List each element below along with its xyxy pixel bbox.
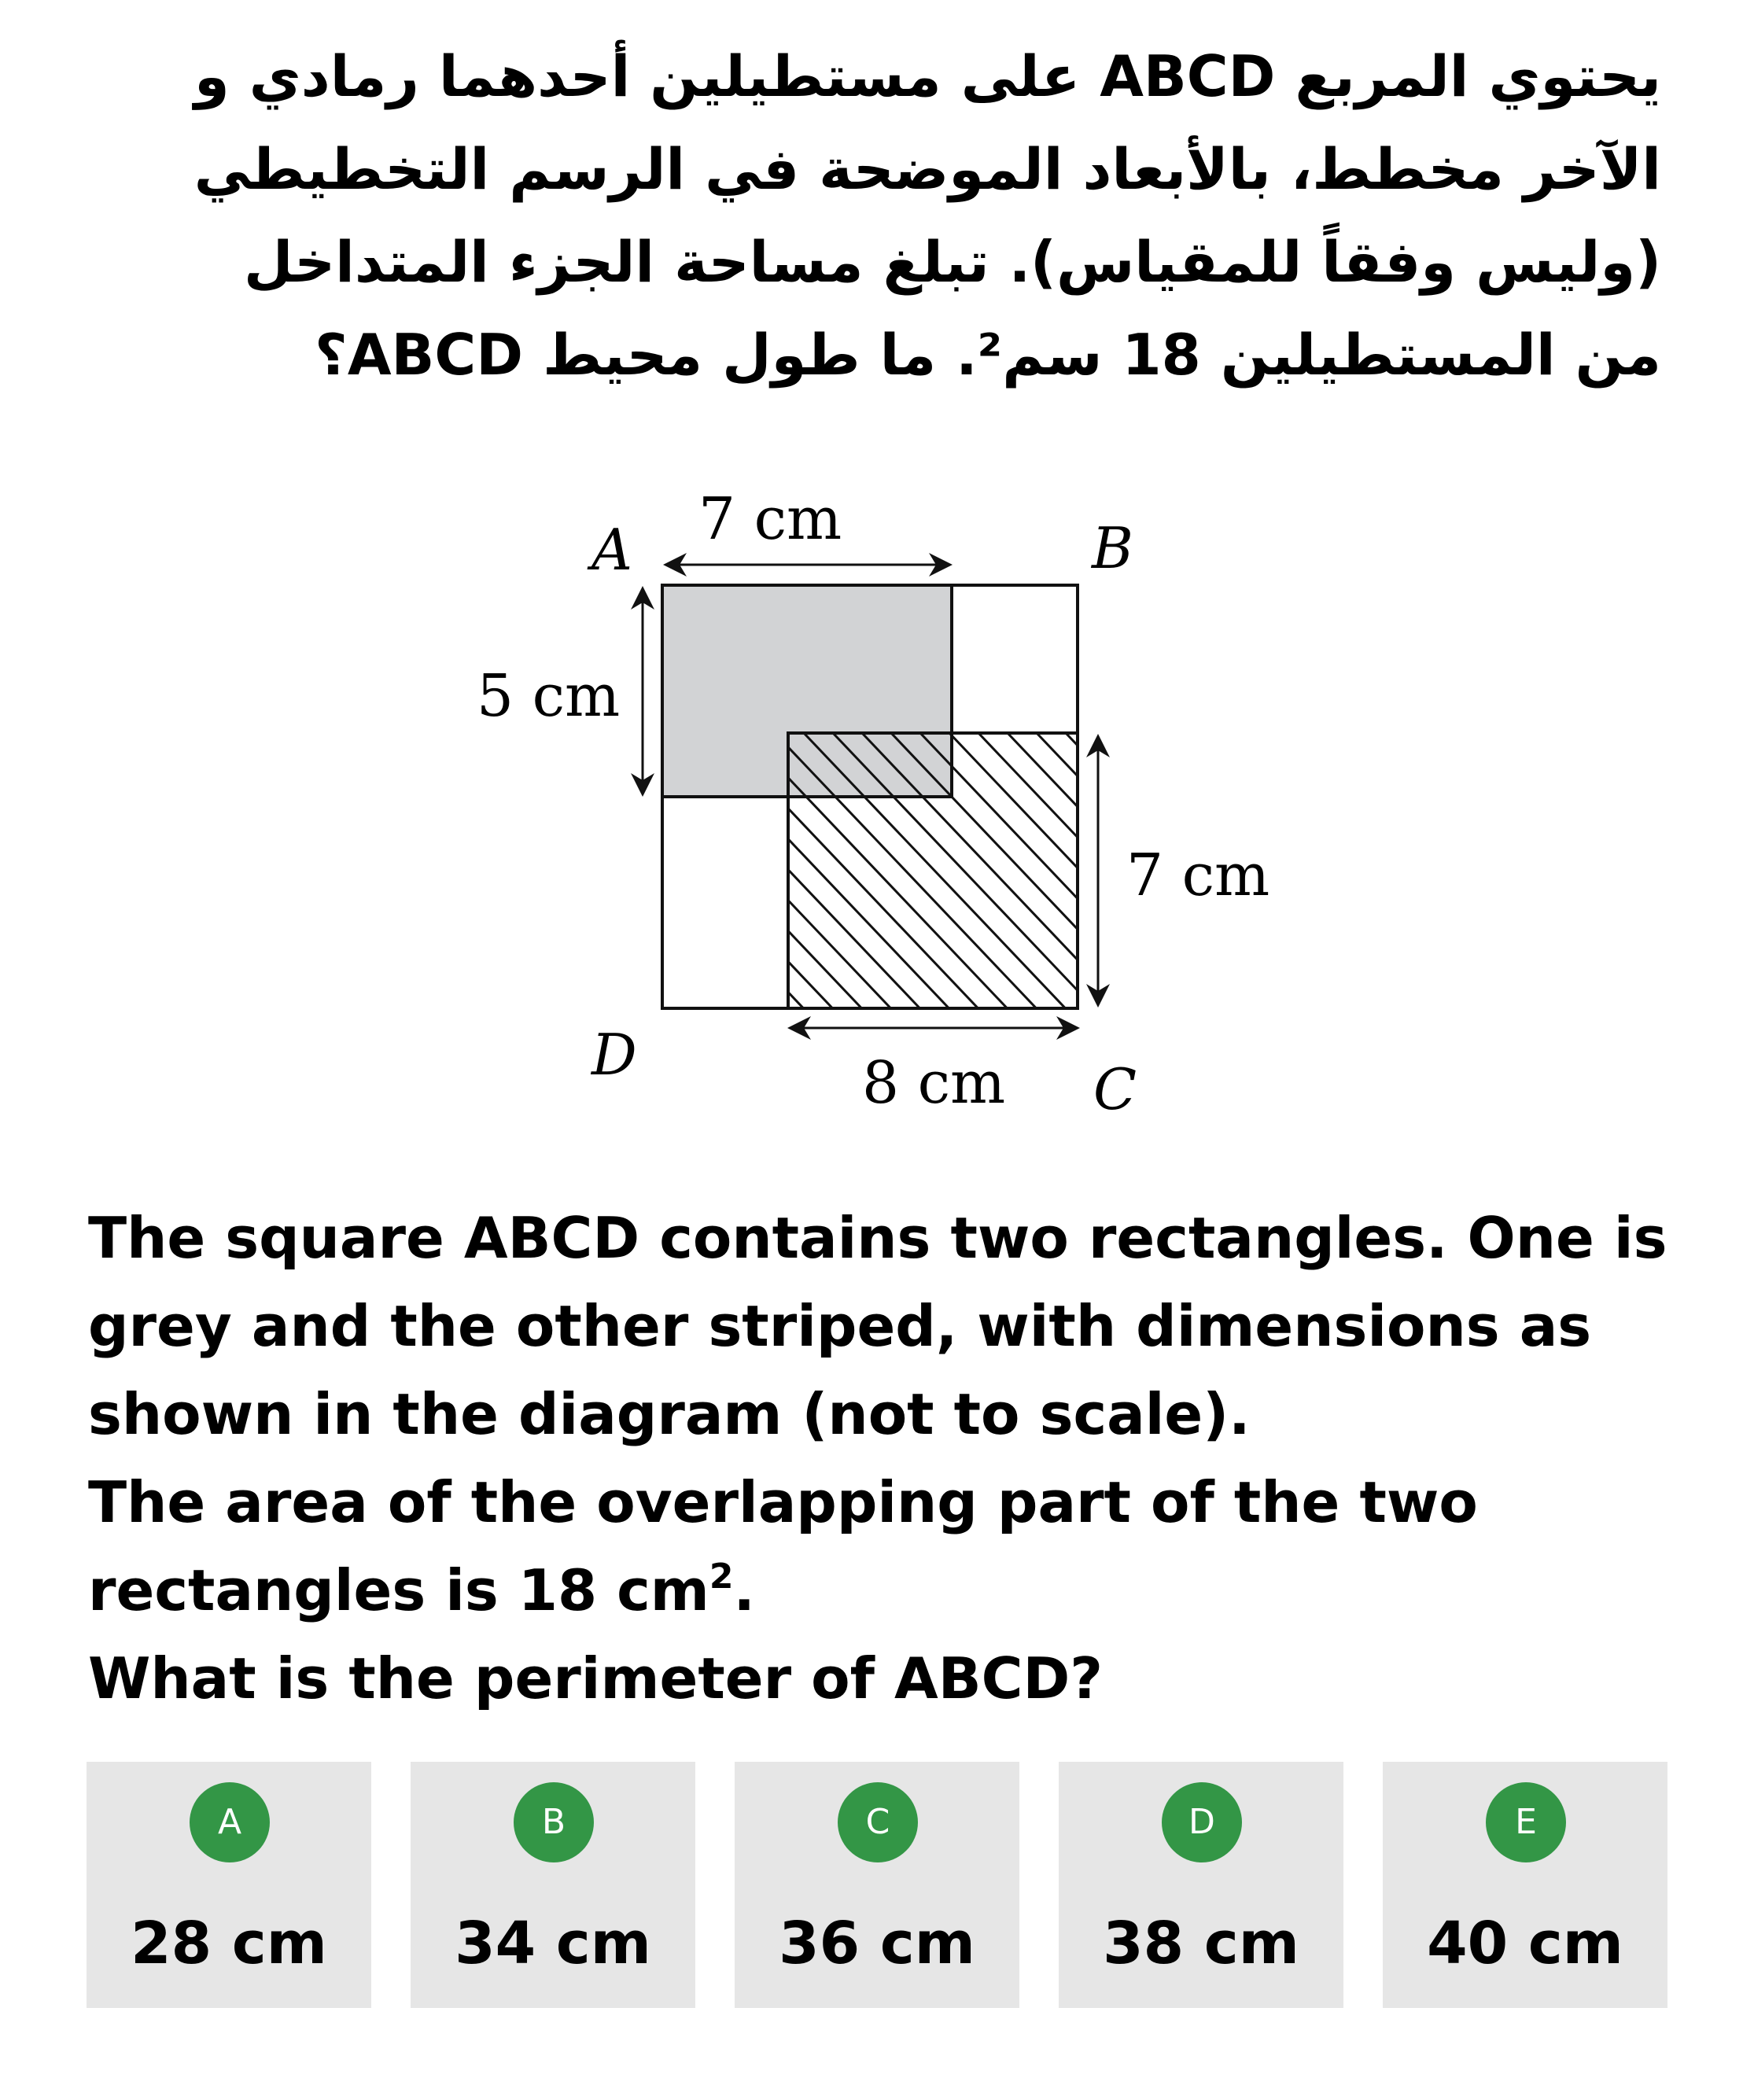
- answer-options: [87, 1762, 1671, 2008]
- geometry-diagram: [440, 464, 1306, 1140]
- answer-letter-badge: E: [1486, 1782, 1566, 1862]
- question-english-line: grey and the other striped, with dimensions as: [88, 1293, 1592, 1359]
- question-arabic-line: (وليس وفقاً للمقياس). تبلغ مساحة الجزء المتداخل: [243, 229, 1661, 295]
- question-arabic-line: يحتوي المربع ABCD على مستطيلين أحدهما رمادي و: [193, 43, 1661, 109]
- answer-letter-badge: A: [190, 1782, 270, 1862]
- question-arabic-line: الآخر مخطط، بالأبعاد الموضحة في الرسم التخطيطي: [193, 136, 1661, 202]
- question-english-line: The area of the overlapping part of the two: [88, 1469, 1478, 1535]
- question-english: [88, 1194, 1667, 1722]
- dimension-label-top: 7 cm: [698, 485, 842, 553]
- answer-value: 34 cm: [455, 1910, 651, 1977]
- answer-letter-badge: D: [1162, 1782, 1242, 1862]
- question-arabic: [94, 30, 1661, 401]
- answer-value: 38 cm: [1103, 1910, 1299, 1977]
- answer-letter-badge: C: [838, 1782, 918, 1862]
- answer-option-c[interactable]: [735, 1762, 1019, 2008]
- hatch-line: [862, 733, 1124, 1008]
- vertex-label-c: C: [1093, 1056, 1137, 1122]
- vertex-label-d: D: [591, 1022, 637, 1088]
- answer-option-e[interactable]: [1383, 1762, 1667, 2008]
- answer-option-b[interactable]: [411, 1762, 695, 2008]
- period: .: [733, 1557, 755, 1623]
- answer-option-a[interactable]: [87, 1762, 371, 2008]
- hatch-line: [891, 733, 1153, 1008]
- question-english-line: shown in the diagram (not to scale).: [88, 1381, 1251, 1447]
- question-english-text: rectangles is 18 cm: [88, 1557, 709, 1623]
- vertex-label-a: A: [591, 517, 632, 583]
- dimension-label-right: 7 cm: [1126, 842, 1270, 909]
- question-arabic-line: من المستطيلين 18 سم². ما طول محيط ABCD؟: [315, 322, 1661, 388]
- answer-option-d[interactable]: [1059, 1762, 1343, 2008]
- answer-letter-badge: B: [514, 1782, 594, 1862]
- hatch-line: [1269, 733, 1306, 1008]
- answer-value: 40 cm: [1427, 1910, 1623, 1977]
- dimension-label-bottom: 8 cm: [862, 1049, 1006, 1117]
- dimension-label-left: 5 cm: [477, 662, 621, 730]
- hatch-line: [833, 733, 1095, 1008]
- superscript: 2: [709, 1557, 734, 1597]
- hatch-line: [1299, 733, 1306, 1008]
- answer-value: 28 cm: [131, 1910, 327, 1977]
- question-english-line: The square ABCD contains two rectangles. One is: [88, 1205, 1667, 1271]
- diagram-svg: [440, 464, 1306, 1140]
- question-english-line: [88, 1546, 1661, 1634]
- grey-rectangle: [662, 585, 952, 797]
- vertex-label-b: B: [1092, 515, 1133, 581]
- question-english-line: What is the perimeter of ABCD?: [88, 1645, 1103, 1711]
- answer-value: 36 cm: [779, 1910, 975, 1977]
